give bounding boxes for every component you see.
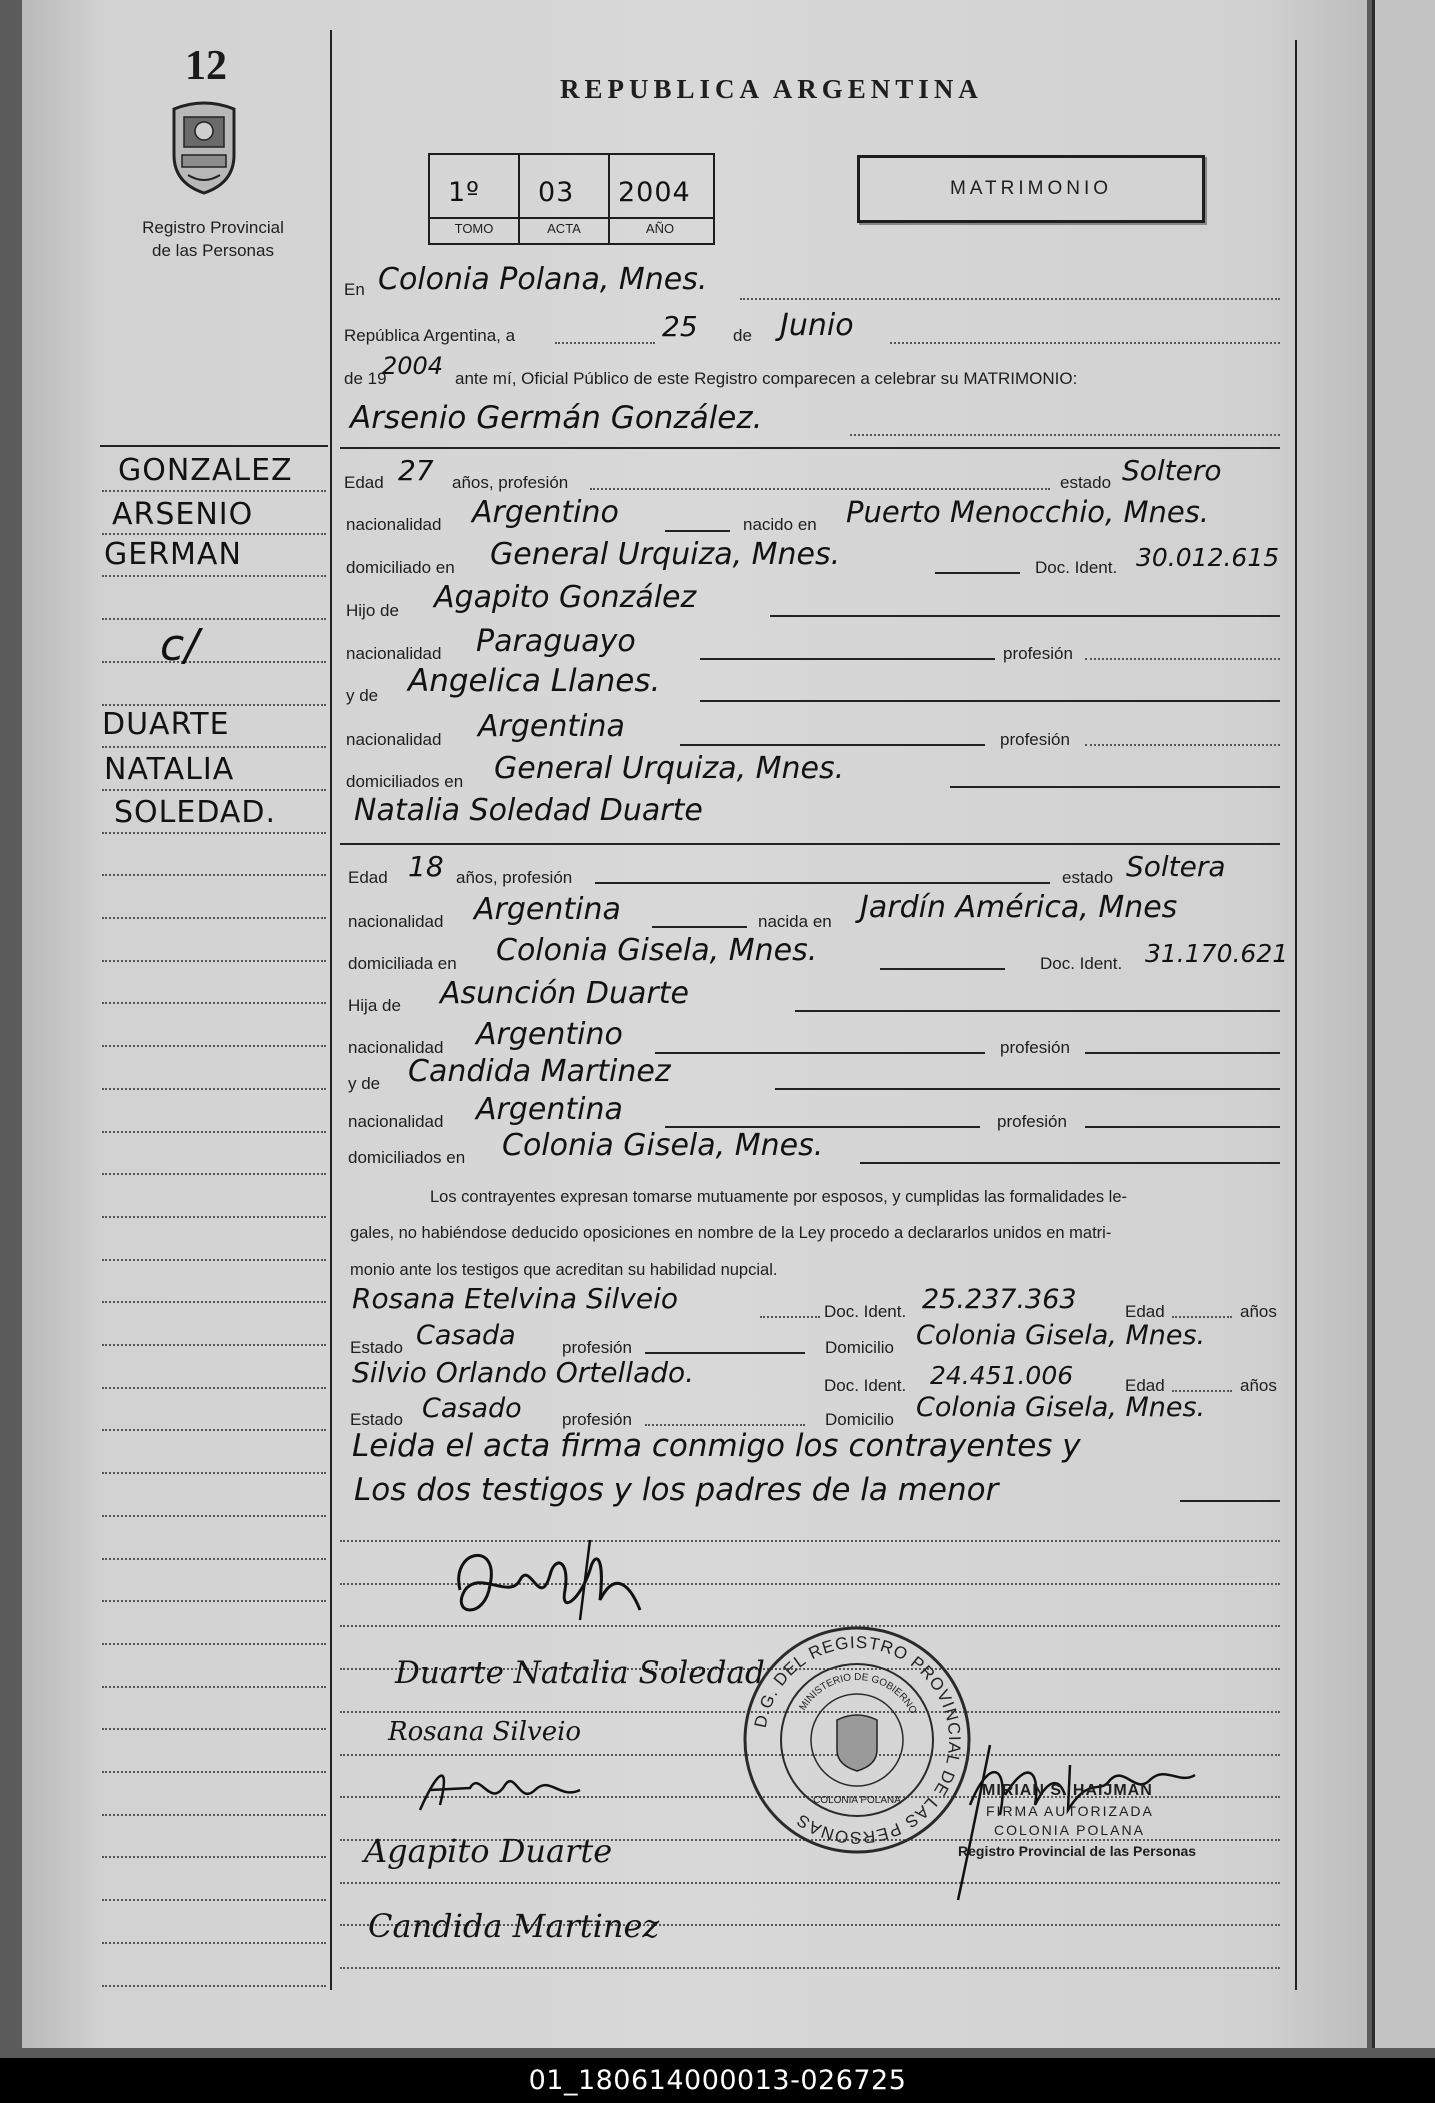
bride-parents-domicilio: Colonia Gisela, Mnes. [502, 1128, 824, 1163]
bride-edad-label: Edad [348, 868, 388, 887]
groom-nacido-en: Puerto Menocchio, Mnes. [846, 495, 1210, 529]
official-name: MIRIAN S. HAIJMAN [982, 1782, 1153, 1799]
bride-nacida-label: nacida en [758, 912, 832, 931]
year-value: 2004 [382, 352, 444, 380]
registry-label-line2: de las Personas [152, 241, 274, 260]
groom-father-nac: Paraguayo [476, 624, 636, 659]
acta-label: ACTA [547, 221, 581, 236]
witness1-signature: Rosana Silveio [388, 1717, 582, 1747]
stamp-ring-text: D.G. DEL REGISTRO PROVINCIAL DE LAS PERSONAS [750, 1632, 965, 1848]
margin-bride-name2: SOLEDAD. [114, 795, 277, 830]
place-value: Colonia Polana, Mnes. [378, 262, 708, 297]
registry-label-line1: Registro Provincial [142, 218, 284, 237]
groom-estado: Soltero [1122, 454, 1222, 487]
bride-father-prof-label: profesión [1000, 1038, 1070, 1057]
groom-domiciliado-label: domiciliado en [346, 558, 455, 577]
margin-ruled-line [102, 1088, 326, 1090]
margin-ruled-line [102, 1259, 326, 1261]
margin-groom-name2: GERMAN [104, 537, 242, 572]
bride-father: Asunción Duarte [440, 976, 689, 1011]
official-office: Registro Provincial de las Personas [958, 1843, 1197, 1859]
margin-bride-surname: DUARTE [102, 707, 230, 742]
margin-ruled-line [102, 1002, 326, 1004]
margin-ruled-line [102, 1942, 326, 1944]
left-margin-border [330, 30, 332, 1990]
bride-anos-profesion-label: años, profesión [456, 868, 573, 887]
groom-y-de-label: y de [346, 686, 379, 705]
groom-father: Agapito González [434, 580, 697, 615]
margin-ruled-line [102, 618, 326, 620]
margin-ruled-line [102, 1173, 326, 1175]
father-signature: Agapito Duarte [364, 1832, 613, 1870]
margin-ruled-line [102, 832, 326, 834]
margin-ruled-line [102, 1686, 326, 1688]
witness2-doc: 24.451.006 [930, 1361, 1074, 1390]
margin-top-rule [100, 445, 328, 447]
bride-estado-label: estado [1062, 868, 1114, 887]
witness2-domicilio: Colonia Gisela, Mnes. [916, 1392, 1206, 1423]
matrimonio-box [857, 155, 1205, 223]
bride-nacionalidad-label: nacionalidad [348, 912, 444, 931]
groom-doc-label: Doc. Ident. [1035, 558, 1118, 577]
witness2-estado-label: Estado [350, 1410, 403, 1429]
right-margin-border [1295, 40, 1297, 1990]
bride-nacionalidad: Argentina [474, 892, 621, 927]
witness2-doc-label: Doc. Ident. [824, 1376, 907, 1395]
groom-mother-nac-label: nacionalidad [346, 730, 442, 749]
margin-ruled-line [102, 490, 326, 492]
groom-estado-label: estado [1060, 473, 1112, 492]
registry-round-stamp [742, 1625, 972, 1855]
groom-nacido-label: nacido en [743, 515, 817, 534]
witness1-anos-label: años [1240, 1302, 1277, 1321]
margin-ruled-line [102, 661, 326, 663]
witness1-doc-label: Doc. Ident. [824, 1302, 907, 1321]
closing-line2: Los dos testigos y los padres de la menor [354, 1472, 999, 1508]
official-place: COLONIA POLANA [994, 1822, 1145, 1838]
groom-full-name: Arsenio Germán González. [350, 400, 763, 436]
margin-ruled-line [102, 1985, 326, 1987]
groom-mother: Angelica Llanes. [408, 663, 661, 699]
groom-edad-label: Edad [344, 473, 384, 492]
bride-hija-label: Hija de [348, 996, 401, 1015]
official-scribble-signature [440, 1530, 650, 1640]
record-id-box [428, 153, 715, 245]
bride-domiciliados-label: domiciliados en [348, 1148, 466, 1167]
bride-signature: Duarte Natalia Soledad [395, 1655, 765, 1691]
groom-doc: 30.012.615 [1136, 543, 1280, 572]
witness1-profesion-label: profesión [562, 1338, 632, 1357]
margin-ruled-line [102, 533, 326, 535]
witness2-domicilio-label: Domicilio [825, 1410, 894, 1429]
margin-ruled-line [102, 1899, 326, 1901]
margin-ruled-line [102, 1344, 326, 1346]
margin-ruled-line [102, 746, 326, 748]
declaration-line3: monio ante los testigos que acreditan su habilidad nupcial. [350, 1261, 778, 1279]
tomo-label: TOMO [454, 221, 494, 236]
groom-mother-prof-label: profesión [1000, 730, 1070, 749]
witness2-name: Silvio Orlando Ortellado. [352, 1356, 695, 1389]
margin-ruled-line [102, 1856, 326, 1858]
margin-ruled-line [102, 1429, 326, 1431]
margin-ruled-line [102, 1643, 326, 1645]
stamp-bottom-text: COLONIA POLANA [813, 1795, 901, 1806]
witness1-domicilio: Colonia Gisela, Mnes. [916, 1320, 1206, 1351]
groom-father-prof-label: profesión [1003, 644, 1073, 663]
year-prefix-label: de 19 [344, 369, 387, 388]
matrimonio-title: MATRIMONIO [949, 178, 1113, 199]
country-title: REPUBLICA ARGENTINA [560, 74, 983, 104]
ano-value: 2004 [618, 177, 691, 208]
month-value: Junio [780, 308, 854, 343]
declaration-line1: Los contrayentes expresan tomarse mutuamente por esposos, y cumplidas las formalidades le- [430, 1188, 1128, 1206]
official-signature-scribble [950, 1735, 1210, 1905]
declaration-line2: gales, no habiéndose deducido oposiciones en nombre de la Ley procedo a declararlos unidos en matri- [350, 1224, 1112, 1242]
day-value: 25 [662, 310, 698, 343]
witness2-signature-scribble [410, 1760, 590, 1820]
witness2-anos-label: años [1240, 1376, 1277, 1395]
footer-code: 01_180614000013-026725 [0, 2058, 1435, 2103]
bride-father-nac-label: nacionalidad [348, 1038, 444, 1057]
witness1-estado: Casada [416, 1320, 516, 1351]
bride-doc: 31.170.621 [1145, 939, 1289, 968]
mother-signature: Candida Martinez [368, 1907, 660, 1945]
bride-mother-nac-label: nacionalidad [348, 1112, 444, 1131]
stamp-inner-text: MINISTERIO DE GOBIERNO [797, 1671, 919, 1716]
margin-ruled-line [102, 1301, 326, 1303]
groom-nacionalidad-label: nacionalidad [346, 515, 442, 534]
margin-ruled-line [102, 1045, 326, 1047]
margin-ruled-line [102, 1515, 326, 1517]
witness2-profesion-label: profesión [562, 1410, 632, 1429]
witness2-edad-label: Edad [1125, 1376, 1165, 1395]
bride-nacida-en: Jardín América, Mnes [860, 890, 1178, 925]
statement-text: ante mí, Oficial Público de este Registro comparecen a celebrar su MATRIMONIO: [455, 369, 1078, 388]
margin-ruled-line [102, 960, 326, 962]
bride-estado: Soltera [1126, 850, 1226, 883]
margin-ruled-line [102, 704, 326, 706]
republica-label: República Argentina, a [344, 326, 516, 345]
groom-hijo-label: Hijo de [346, 601, 399, 620]
margin-ruled-line [102, 789, 326, 791]
en-label: En [344, 280, 365, 299]
margin-ruled-line [102, 1558, 326, 1560]
witness1-domicilio-label: Domicilio [825, 1338, 894, 1357]
bride-full-name: Natalia Soledad Duarte [354, 793, 703, 828]
margin-ruled-line [102, 1771, 326, 1773]
witness1-estado-label: Estado [350, 1338, 403, 1357]
bride-father-nac: Argentino [476, 1017, 623, 1052]
page-number: 12 [185, 43, 227, 89]
province-crest-icon [164, 95, 244, 195]
margin-ruled-line [102, 1387, 326, 1389]
witness2-estado: Casado [422, 1393, 522, 1424]
tomo-value: 1º [448, 177, 480, 208]
acta-value: 03 [538, 177, 575, 208]
margin-ruled-line [102, 1600, 326, 1602]
groom-mother-nac: Argentina [478, 709, 625, 744]
margin-connector: c/ [160, 620, 200, 671]
closing-line1: Leida el acta firma conmigo los contrayentes y [352, 1428, 1081, 1464]
margin-ruled-line [102, 874, 326, 876]
bride-mother: Candida Martinez [408, 1054, 671, 1089]
margin-ruled-line [102, 1131, 326, 1133]
witness1-doc: 25.237.363 [922, 1284, 1077, 1315]
margin-ruled-line [102, 1216, 326, 1218]
bride-y-de-label: y de [348, 1074, 381, 1093]
margin-ruled-line [102, 575, 326, 577]
bride-mother-prof-label: profesión [997, 1112, 1067, 1131]
body-ruled-line [340, 1967, 1280, 1969]
margin-ruled-line [102, 1472, 326, 1474]
witness1-edad-label: Edad [1125, 1302, 1165, 1321]
groom-domiciliados-label: domiciliados en [346, 772, 464, 791]
margin-groom-name1: ARSENIO [112, 497, 254, 532]
margin-groom-surname: GONZALEZ [118, 453, 293, 488]
groom-edad: 27 [398, 454, 434, 487]
bride-domiciliada-label: domiciliada en [348, 954, 457, 973]
facing-page-edge [1372, 0, 1435, 2048]
groom-anos-profesion-label: años, profesión [452, 473, 569, 492]
bride-mother-nac: Argentina [476, 1092, 623, 1127]
bride-edad: 18 [408, 850, 444, 883]
groom-nacionalidad: Argentino [472, 495, 619, 530]
margin-bride-name1: NATALIA [104, 752, 235, 787]
groom-parents-domicilio: General Urquiza, Mnes. [494, 751, 845, 786]
ano-label: AÑO [645, 221, 675, 236]
de-label: de [733, 326, 752, 345]
bride-domicilio: Colonia Gisela, Mnes. [496, 933, 818, 968]
margin-ruled-line [102, 1728, 326, 1730]
margin-ruled-line [102, 1814, 326, 1816]
groom-father-nac-label: nacionalidad [346, 644, 442, 663]
official-role: FIRMA AUTORIZADA [986, 1803, 1154, 1819]
witness1-name: Rosana Etelvina Silveio [352, 1282, 679, 1315]
bride-doc-label: Doc. Ident. [1040, 954, 1123, 973]
groom-domicilio: General Urquiza, Mnes. [490, 537, 841, 572]
margin-ruled-line [102, 917, 326, 919]
